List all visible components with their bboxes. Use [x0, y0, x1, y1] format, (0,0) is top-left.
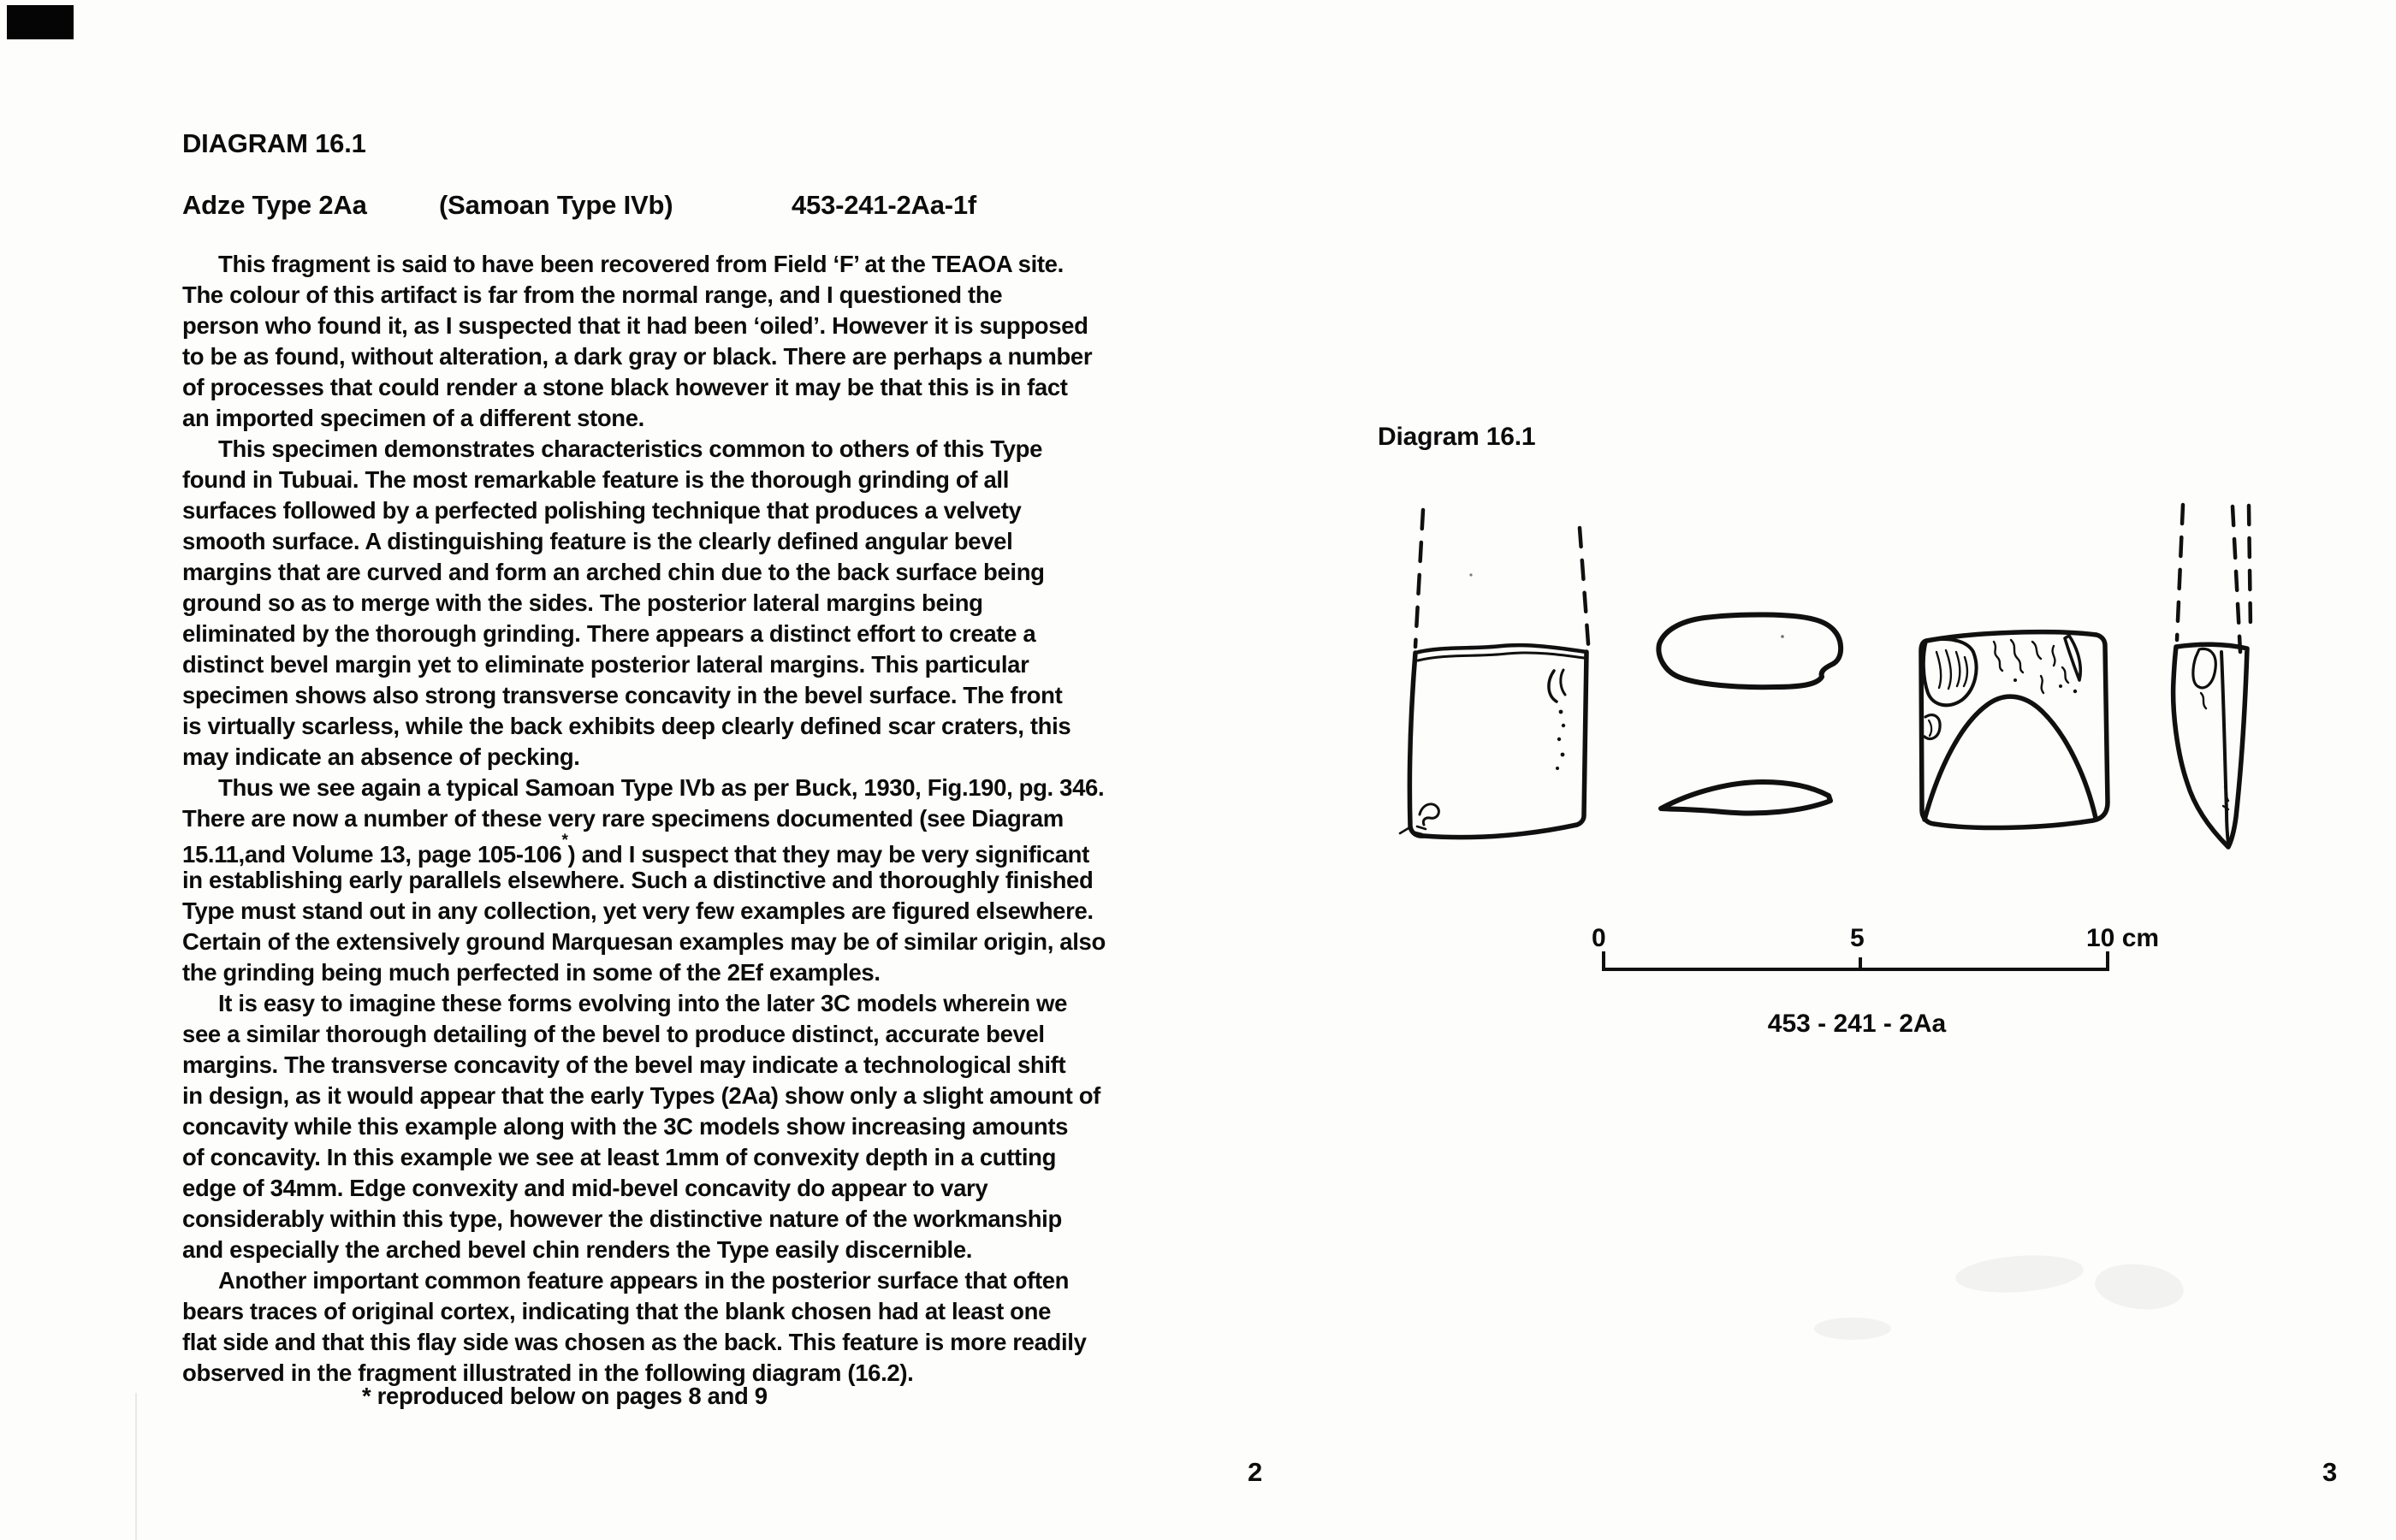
- text-line: of processes that could render a stone black however it may be that this is in fact: [182, 374, 1068, 400]
- text-line: specimen shows also strong transverse concavity in the bevel surface. The front: [182, 682, 1063, 708]
- text-line: Thus we see again a typical Samoan Type IVb as per Buck, 1930, Fig.190, pg. 346.: [218, 774, 1105, 801]
- text-line: an imported specimen of a different stone.: [182, 405, 644, 431]
- page-number-right: 3: [2322, 1457, 2338, 1487]
- longitudinal-cross-section: [1658, 614, 1841, 687]
- text-line: surfaces followed by a perfected polishing technique that produces a velvety: [182, 497, 1022, 524]
- adze-figure: [1241, 385, 2396, 1155]
- scan-smudge: [1814, 1318, 1891, 1340]
- text-line: This fragment is said to have been recovered from Field ‘F’ at the TEAOA site.: [218, 251, 1064, 277]
- text-line: may indicate an absence of pecking.: [182, 743, 580, 770]
- text-line: It is easy to imagine these forms evolving into the later 3C models wherein we: [218, 990, 1068, 1016]
- text-line: to be as found, without alteration, a dark gray or black. There are perhaps a number: [182, 343, 1093, 370]
- text-line: margins. The transverse concavity of the bevel may indicate a technological shift: [182, 1051, 1066, 1078]
- text-line: person who found it, as I suspected that it had been ‘oiled’. However it is supposed: [182, 312, 1088, 339]
- diagram-label: Diagram 16.1: [1378, 423, 1536, 451]
- page-title: DIAGRAM 16.1: [182, 128, 366, 158]
- scale-label-10cm: 10 cm: [2086, 924, 2160, 952]
- samoan-type-label: (Samoan Type IVb): [439, 190, 673, 220]
- text-line: edge of 34mm. Edge convexity and mid-bevel concavity do appear to vary: [182, 1175, 988, 1201]
- text-line: ground so as to merge with the sides. The posterior lateral margins being: [182, 589, 983, 616]
- scale-label-0: 0: [1592, 924, 1606, 952]
- text-line: in design, as it would appear that the early Types (2Aa) show only a slight amount of: [182, 1082, 1100, 1109]
- figure-caption: 453 - 241 - 2Aa: [1767, 1010, 1947, 1038]
- scale-bar-mid-tick: [1859, 957, 1862, 971]
- adze-type-label: Adze Type 2Aa: [182, 190, 367, 220]
- body-text: [182, 249, 1209, 1389]
- text-line: Another important common feature appears in the posterior surface that often: [218, 1267, 1070, 1294]
- catalog-number: 453-241-2Aa-1f: [792, 190, 977, 220]
- scan-smudge: [2093, 1260, 2186, 1314]
- subheading-row: [182, 190, 977, 221]
- text-line: eliminated by the thorough grinding. There appears a distinct effort to create a: [182, 620, 1036, 647]
- text-line: concavity while this example along with the 3C models show increasing amounts: [182, 1113, 1069, 1140]
- text-line: Certain of the extensively ground Marquesan examples may be of similar origin, also: [182, 928, 1106, 955]
- scale-label-5: 5: [1850, 924, 1865, 952]
- text-line: observed in the fragment illustrated in the following diagram (16.2).: [182, 1359, 914, 1386]
- text-line: see a similar thorough detailing of the bevel to produce distinct, accurate bevel: [182, 1021, 1045, 1047]
- text-line: 15.11,and Volume 13, page 105-106*) and I suspect that they may be very significant: [182, 832, 1089, 868]
- scan-artifact-corner: [7, 5, 74, 39]
- text-line: considerably within this type, however the distinctive nature of the workmanship: [182, 1205, 1062, 1232]
- text-line: and especially the arched bevel chin renders the Type easily discernible.: [182, 1236, 973, 1263]
- text-line: The colour of this artifact is far from the normal range, and I questioned the: [182, 281, 1003, 308]
- text-line: bears traces of original cortex, indicating that the blank chosen had at least one: [182, 1298, 1052, 1324]
- side-profile: [2174, 505, 2251, 847]
- text-line: This specimen demonstrates characteristics common to others of this Type: [218, 435, 1043, 462]
- scan-smudge: [1954, 1252, 2085, 1296]
- text-line: smooth surface. A distinguishing feature is the clearly defined angular bevel: [182, 528, 1013, 554]
- text-line: distinct bevel margin yet to eliminate posterior lateral margins. This particular: [182, 651, 1029, 678]
- page-number-left: 2: [1248, 1457, 1263, 1487]
- text-line: Type must stand out in any collection, yet very few examples are figured elsewhere.: [182, 897, 1094, 924]
- footnote: * reproduced below on pages 8 and 9: [362, 1383, 768, 1409]
- scan-artifact-edge-line: [135, 1393, 137, 1540]
- back-view-with-scars: [1921, 632, 2108, 828]
- front-view-outline: [1400, 510, 1589, 838]
- text-line: There are now a number of these very rare specimens documented (see Diagram: [182, 805, 1064, 832]
- bevel-cross-section: [1661, 782, 1830, 813]
- text-line: flat side and that this flay side was chosen as the back. This feature is more readily: [182, 1329, 1087, 1355]
- text-line: margins that are curved and form an arched chin due to the back surface being: [182, 559, 1045, 585]
- text-line: is virtually scarless, while the back exhibits deep clearly defined scar craters, this: [182, 713, 1071, 739]
- text-line: the grinding being much perfected in some of the 2Ef examples.: [182, 959, 881, 986]
- scale-bar: [1602, 951, 2109, 971]
- text-line: found in Tubuai. The most remarkable feature is the thorough grinding of all: [182, 466, 1009, 493]
- text-line: of concavity. In this example we see at least 1mm of convexity depth in a cutting: [182, 1144, 1057, 1170]
- text-line: in establishing early parallels elsewhere. Such a distinctive and thoroughly finished: [182, 867, 1094, 893]
